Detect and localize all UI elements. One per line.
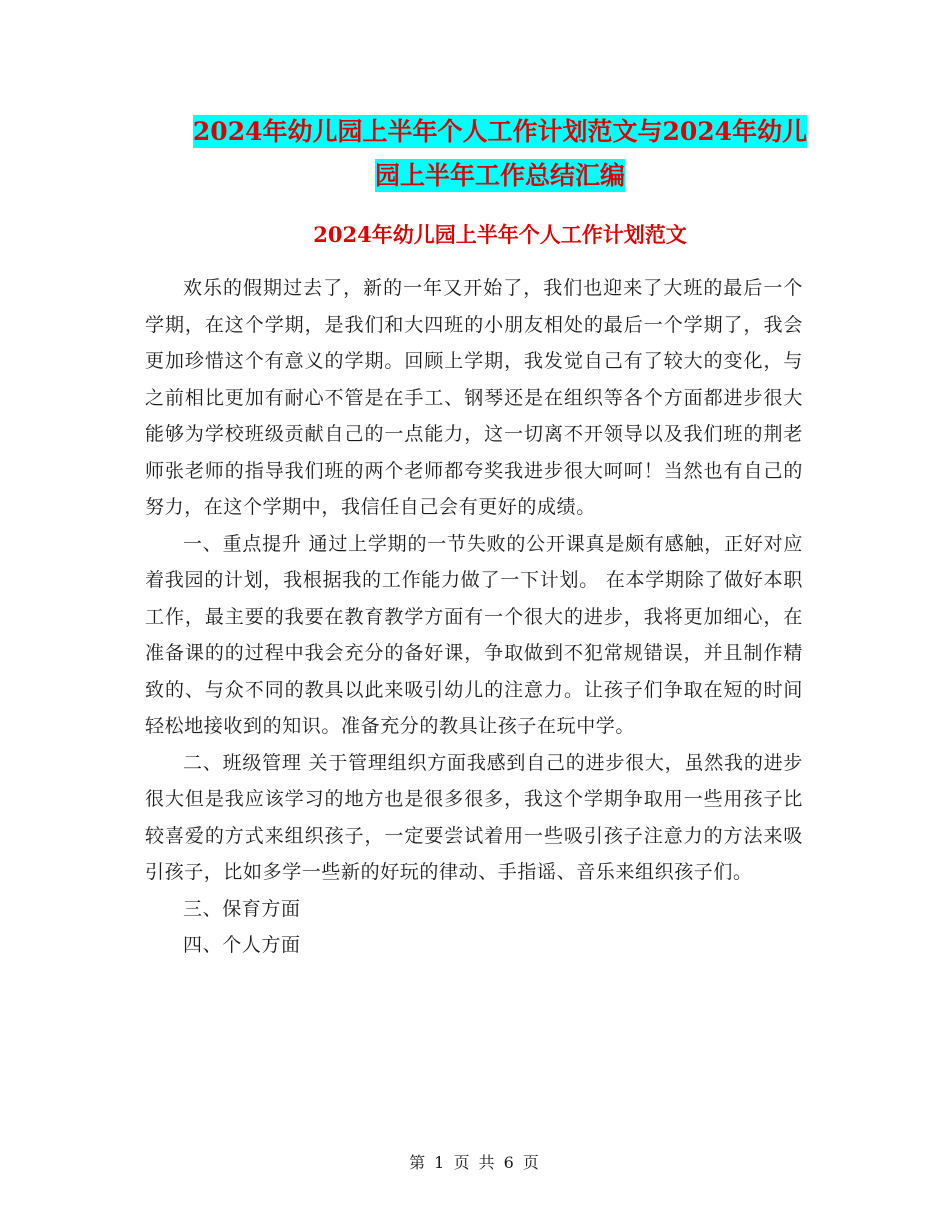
document-title-line-2: 园上半年工作总结汇编 — [374, 161, 625, 190]
page-footer: 第 1 页 共 6 页 — [409, 1153, 541, 1172]
paragraph-childcare: 三、保育方面 — [183, 897, 301, 920]
document-title-line-1: 2024年幼儿园上半年个人工作计划范文与2024年幼儿 — [192, 117, 808, 146]
section-title: 2024年幼儿园上半年个人工作计划范文 — [313, 222, 687, 247]
document-body — [145, 270, 803, 964]
paragraph-class-management: 二、班级管理 关于管理组织方面我感到自己的进步很大，虽然我的进步很大但是我应该学习的地方也是很多很多，我这个学期争取用一些用孩子比较喜爱的方式来组织孩子，一定要尝试着用一些吸引孩子注意力的方法来吸引孩子，比如多学一些新的好玩的律动、手指谣、音乐来组织孩子们。 — [145, 751, 803, 883]
paragraph-intro: 欢乐的假期过去了，新的一年又开始了，我们也迎来了大班的最后一个学期，在这个学期，是我们和大四班的小朋友相处的最后一个学期了，我会更加珍惜这个有意义的学期。回顾上学期，我发觉自己有了较大的变化，与之前相比更加有耐心不管是在手工、钢琴还是在组织等各个方面都进步很大能够为学校班级贡献自己的一点能力，这一切离不开领导以及我们班的荆老师张老师的指导我们班的两个老师都夸奖我进步很大呵呵！当然也有自己的努力，在这个学期中，我信任自己会有更好的成绩。 — [145, 277, 803, 518]
paragraph-key-improvement: 一、重点提升 通过上学期的一节失败的公开课真是颇有感触，正好对应着我园的计划，我根据我的工作能力做了一下计划。 在本学期除了做好本职工作，最主要的我要在教育教学方面有一个很大的进步，我将更加细心，在准备课的的过程中我会充分的备好课，争取做到不犯常规错误，并且制作精致的、与众不同的教具以此来吸引幼儿的注意力。让孩子们争取在短的时间轻松地接收到的知识。准备充分的教具让孩子在玩中学。 — [145, 532, 803, 737]
paragraph-personal: 四、个人方面 — [183, 934, 301, 956]
document-title — [140, 110, 860, 198]
